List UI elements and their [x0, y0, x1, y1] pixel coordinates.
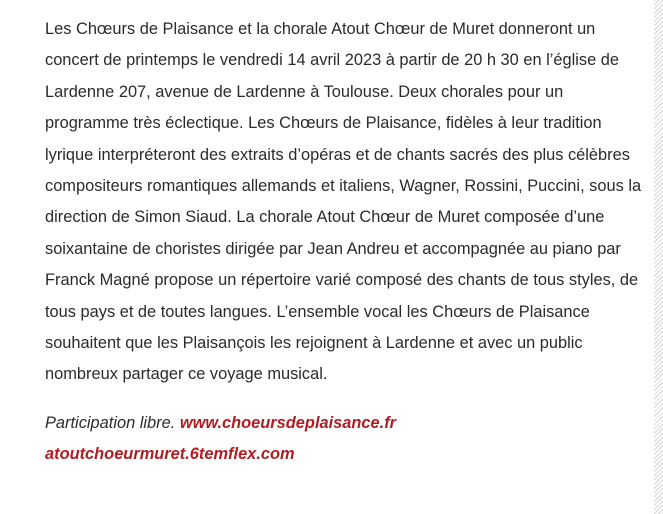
article-body: Les Chœurs de Plaisance et la chorale Atout Chœur de Muret donneront un concert de printemps le vendredi 14 avril 2023 à partir de 20 h 30 en l’église de Lardenne 207, avenue de Lardenne à Toulouse. Deux chorales pour un programme très éclectique. Les Chœurs de Plaisance, fidèles à leur tradition lyrique interpréteront des extraits d’opéras et de chants sacrés des plus célèbres compositeurs romantiques allemands et italiens, Wagner, Rossini, Puccini, sous la direction de Simon Siaud. La chorale Atout Chœur de Muret composée d’une soixantaine de choristes dirigée par Jean Andreu et accompagnée au piano par Franck Magné propose un répertoire varié composé des chants de tous styles, de tous pays et de toutes langues. L’ensemble vocal les Chœurs de Plaisance souhaitent que les Plaisançois les rejoignent à Lardenne et avec un public nombreux partager ce voyage musical. — [45, 20, 642, 384]
decorative-side-border — [654, 0, 663, 514]
article-footer — [45, 408, 645, 471]
article-content — [45, 14, 645, 471]
participation-label: Participation libre. — [45, 413, 176, 432]
choeurs-de-plaisance-link[interactable]: www.choeursdeplaisance.fr — [179, 413, 397, 432]
atout-choeur-muret-link[interactable]: atoutchoeurmuret.6temflex.com — [45, 445, 295, 464]
